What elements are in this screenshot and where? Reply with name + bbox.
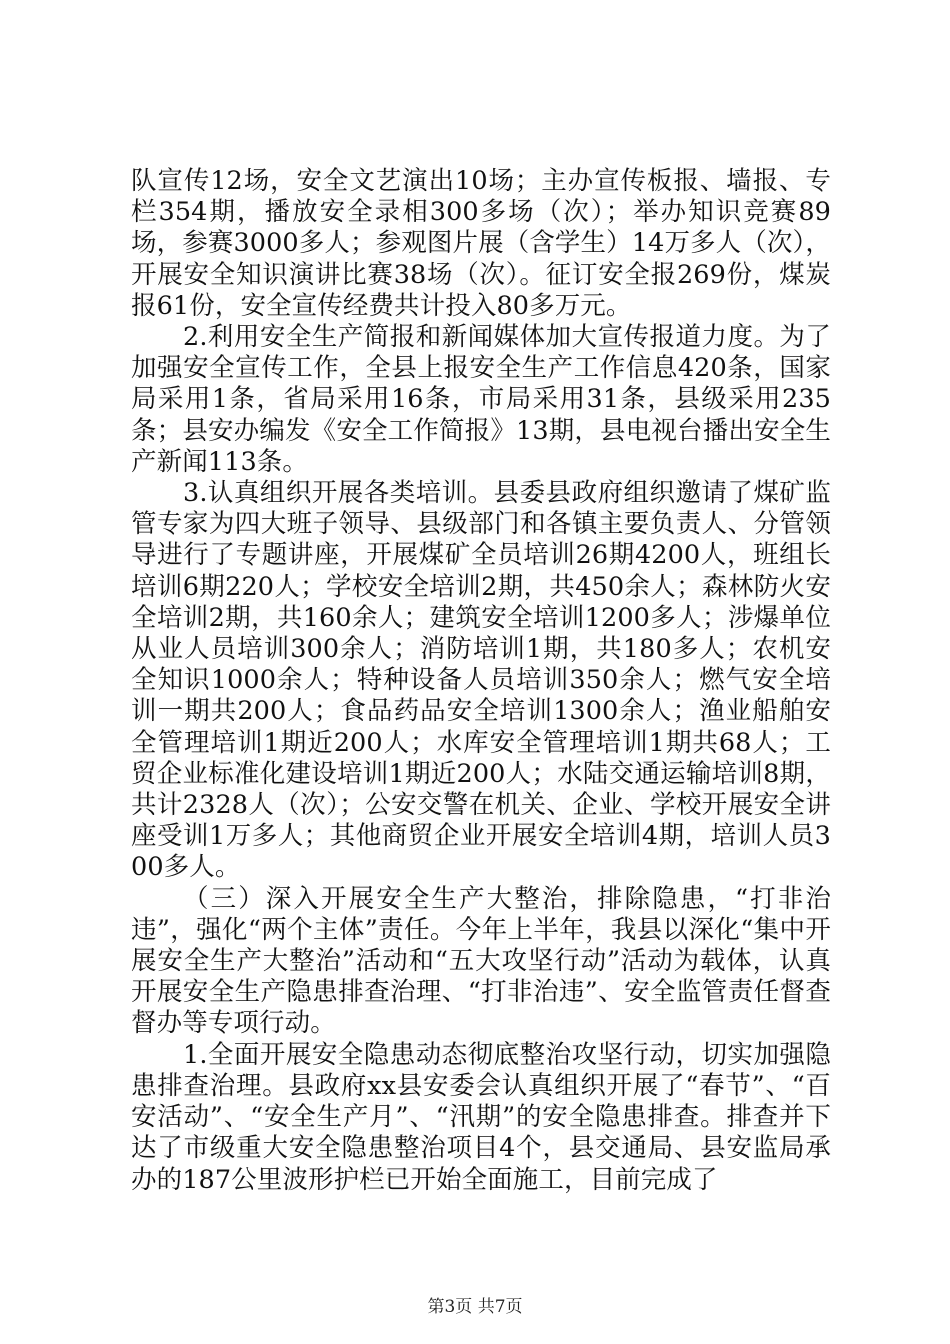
document-body xyxy=(131,166,831,1196)
paragraph-section-three: （三）深入开展安全生产大整治，排除隐患，“打非治违”，强化“两个主体”责任。今年上半年，我县以深化“集中开展安全生产大整治”活动和“五大攻坚行动”活动为载体，认真开展安全生产隐患排查治理、“打非治违”、安全监管责任督查督办等专项行动。 xyxy=(131,883,831,1039)
paragraph-training: 3.认真组织开展各类培训。县委县政府组织邀请了煤矿监管专家为四大班子领导、县级部门和各镇主要负责人、分管领导进行了专题讲座，开展煤矿全员培训26期4200人，班组长培训6期220人；学校安全培训2期，共450余人；森林防火安全培训2期，共160余人；建筑安全培训1200多人；涉爆单位从业人员培训300余人；消防培训1期，共180多人；农机安全知识1000余人；特种设备人员培训350余人；燃气安全培训一期共200人；食品药品安全培训1300余人；渔业船舶安全管理培训1期近200人；水库安全管理培训1期共68人；工贸企业标准化建设培训1期近200人；水陆交通运输培训8期，共计2328人（次）；公安交警在机关、企业、学校开展安全讲座受训1万多人；其他商贸企业开展安全培训4期，培训人员300多人。 xyxy=(131,478,831,883)
paragraph-media-reporting: 2.利用安全生产简报和新闻媒体加大宣传报道力度。为了加强安全宣传工作，全县上报安全生产工作信息420条，国家局采用1条，省局采用16条，市局采用31条，县级采用235条；县安办编发《安全工作简报》13期，县电视台播出安全生产新闻113条。 xyxy=(131,322,831,477)
paragraph-publicity-stats: 队宣传12场，安全文艺演出10场；主办宣传板报、墙报、专栏354期，播放安全录相300多场（次）；举办知识竞赛89场，参赛3000多人；参观图片展（含学生）14万多人（次），开展安全知识演讲比赛38场（次）。征订安全报269份，煤炭报61份，安全宣传经费共计投入80多万元。 xyxy=(131,166,831,321)
page-number-footer: 第3页 共7页 xyxy=(427,1297,523,1317)
paragraph-hazard-rectification: 1.全面开展安全隐患动态彻底整治攻坚行动，切实加强隐患排查治理。县政府xx县安委会认真组织开展了“春节”、“百安活动”、“安全生产月”、“汛期”的安全隐患排查。排查并下达了市级重大安全隐患整治项目4个，县交通局、县安监局承办的187公里波形护栏已开始全面施工，目前完成了 xyxy=(131,1039,831,1195)
